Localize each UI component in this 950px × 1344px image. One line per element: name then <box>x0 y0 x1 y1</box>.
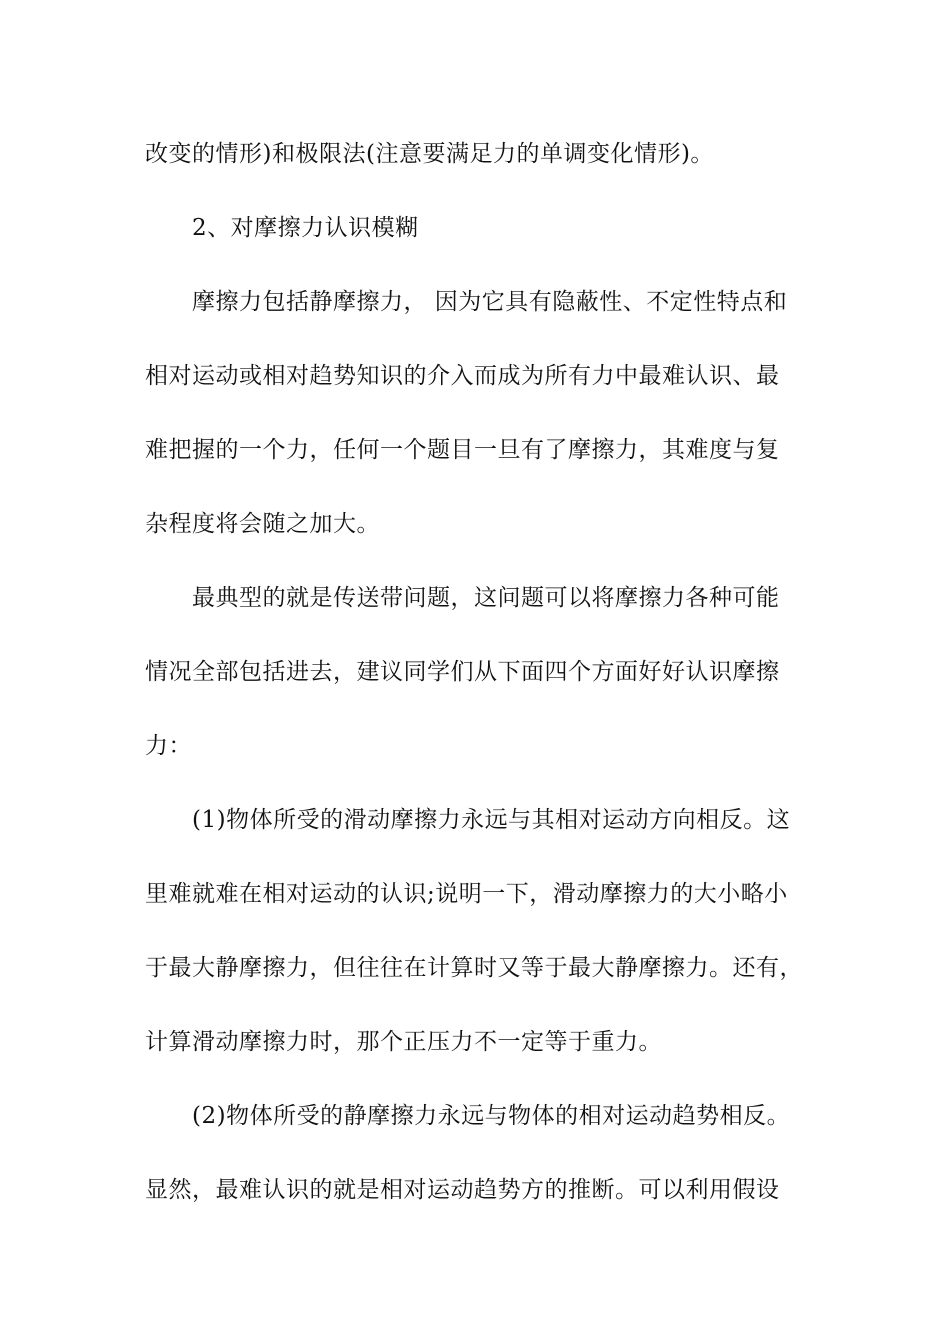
paragraph-line: 摩擦力包括静摩擦力， 因为它具有隐蔽性、不定性特点和 <box>192 289 788 315</box>
paragraph-line: (2)物体所受的静摩擦力永远与物体的相对运动趋势相反。 <box>192 1103 791 1129</box>
paragraph-line: 最典型的就是传送带问题，这问题可以将摩擦力各种可能 <box>192 585 780 611</box>
text-line: 力： <box>145 733 192 759</box>
text-line: 杂程度将会随之加大。 <box>145 511 380 537</box>
text-line: 于最大静摩擦力，但往往在计算时又等于最大静摩擦力。还有， <box>145 955 803 981</box>
text-line: 改变的情形)和极限法(注意要满足力的单调变化情形)。 <box>145 141 714 167</box>
text-line: 难把握的一个力，任何一个题目一旦有了摩擦力，其难度与复 <box>145 437 780 463</box>
paragraph-line: (1)物体所受的滑动摩擦力永远与其相对运动方向相反。这 <box>192 807 791 833</box>
section-heading: 2、对摩擦力认识模糊 <box>192 215 419 241</box>
text-line: 相对运动或相对趋势知识的介入而成为所有力中最难认识、最 <box>145 363 780 389</box>
document-body <box>145 128 810 1238</box>
text-line: 计算滑动摩擦力时，那个正压力不一定等于重力。 <box>145 1029 662 1055</box>
text-line: 里难就难在相对运动的认识;说明一下，滑动摩擦力的大小略小 <box>145 881 788 907</box>
text-line: 情况全部包括进去，建议同学们从下面四个方面好好认识摩擦 <box>145 659 780 685</box>
text-line: 显然，最难认识的就是相对运动趋势方的推断。可以利用假设 <box>145 1177 780 1203</box>
